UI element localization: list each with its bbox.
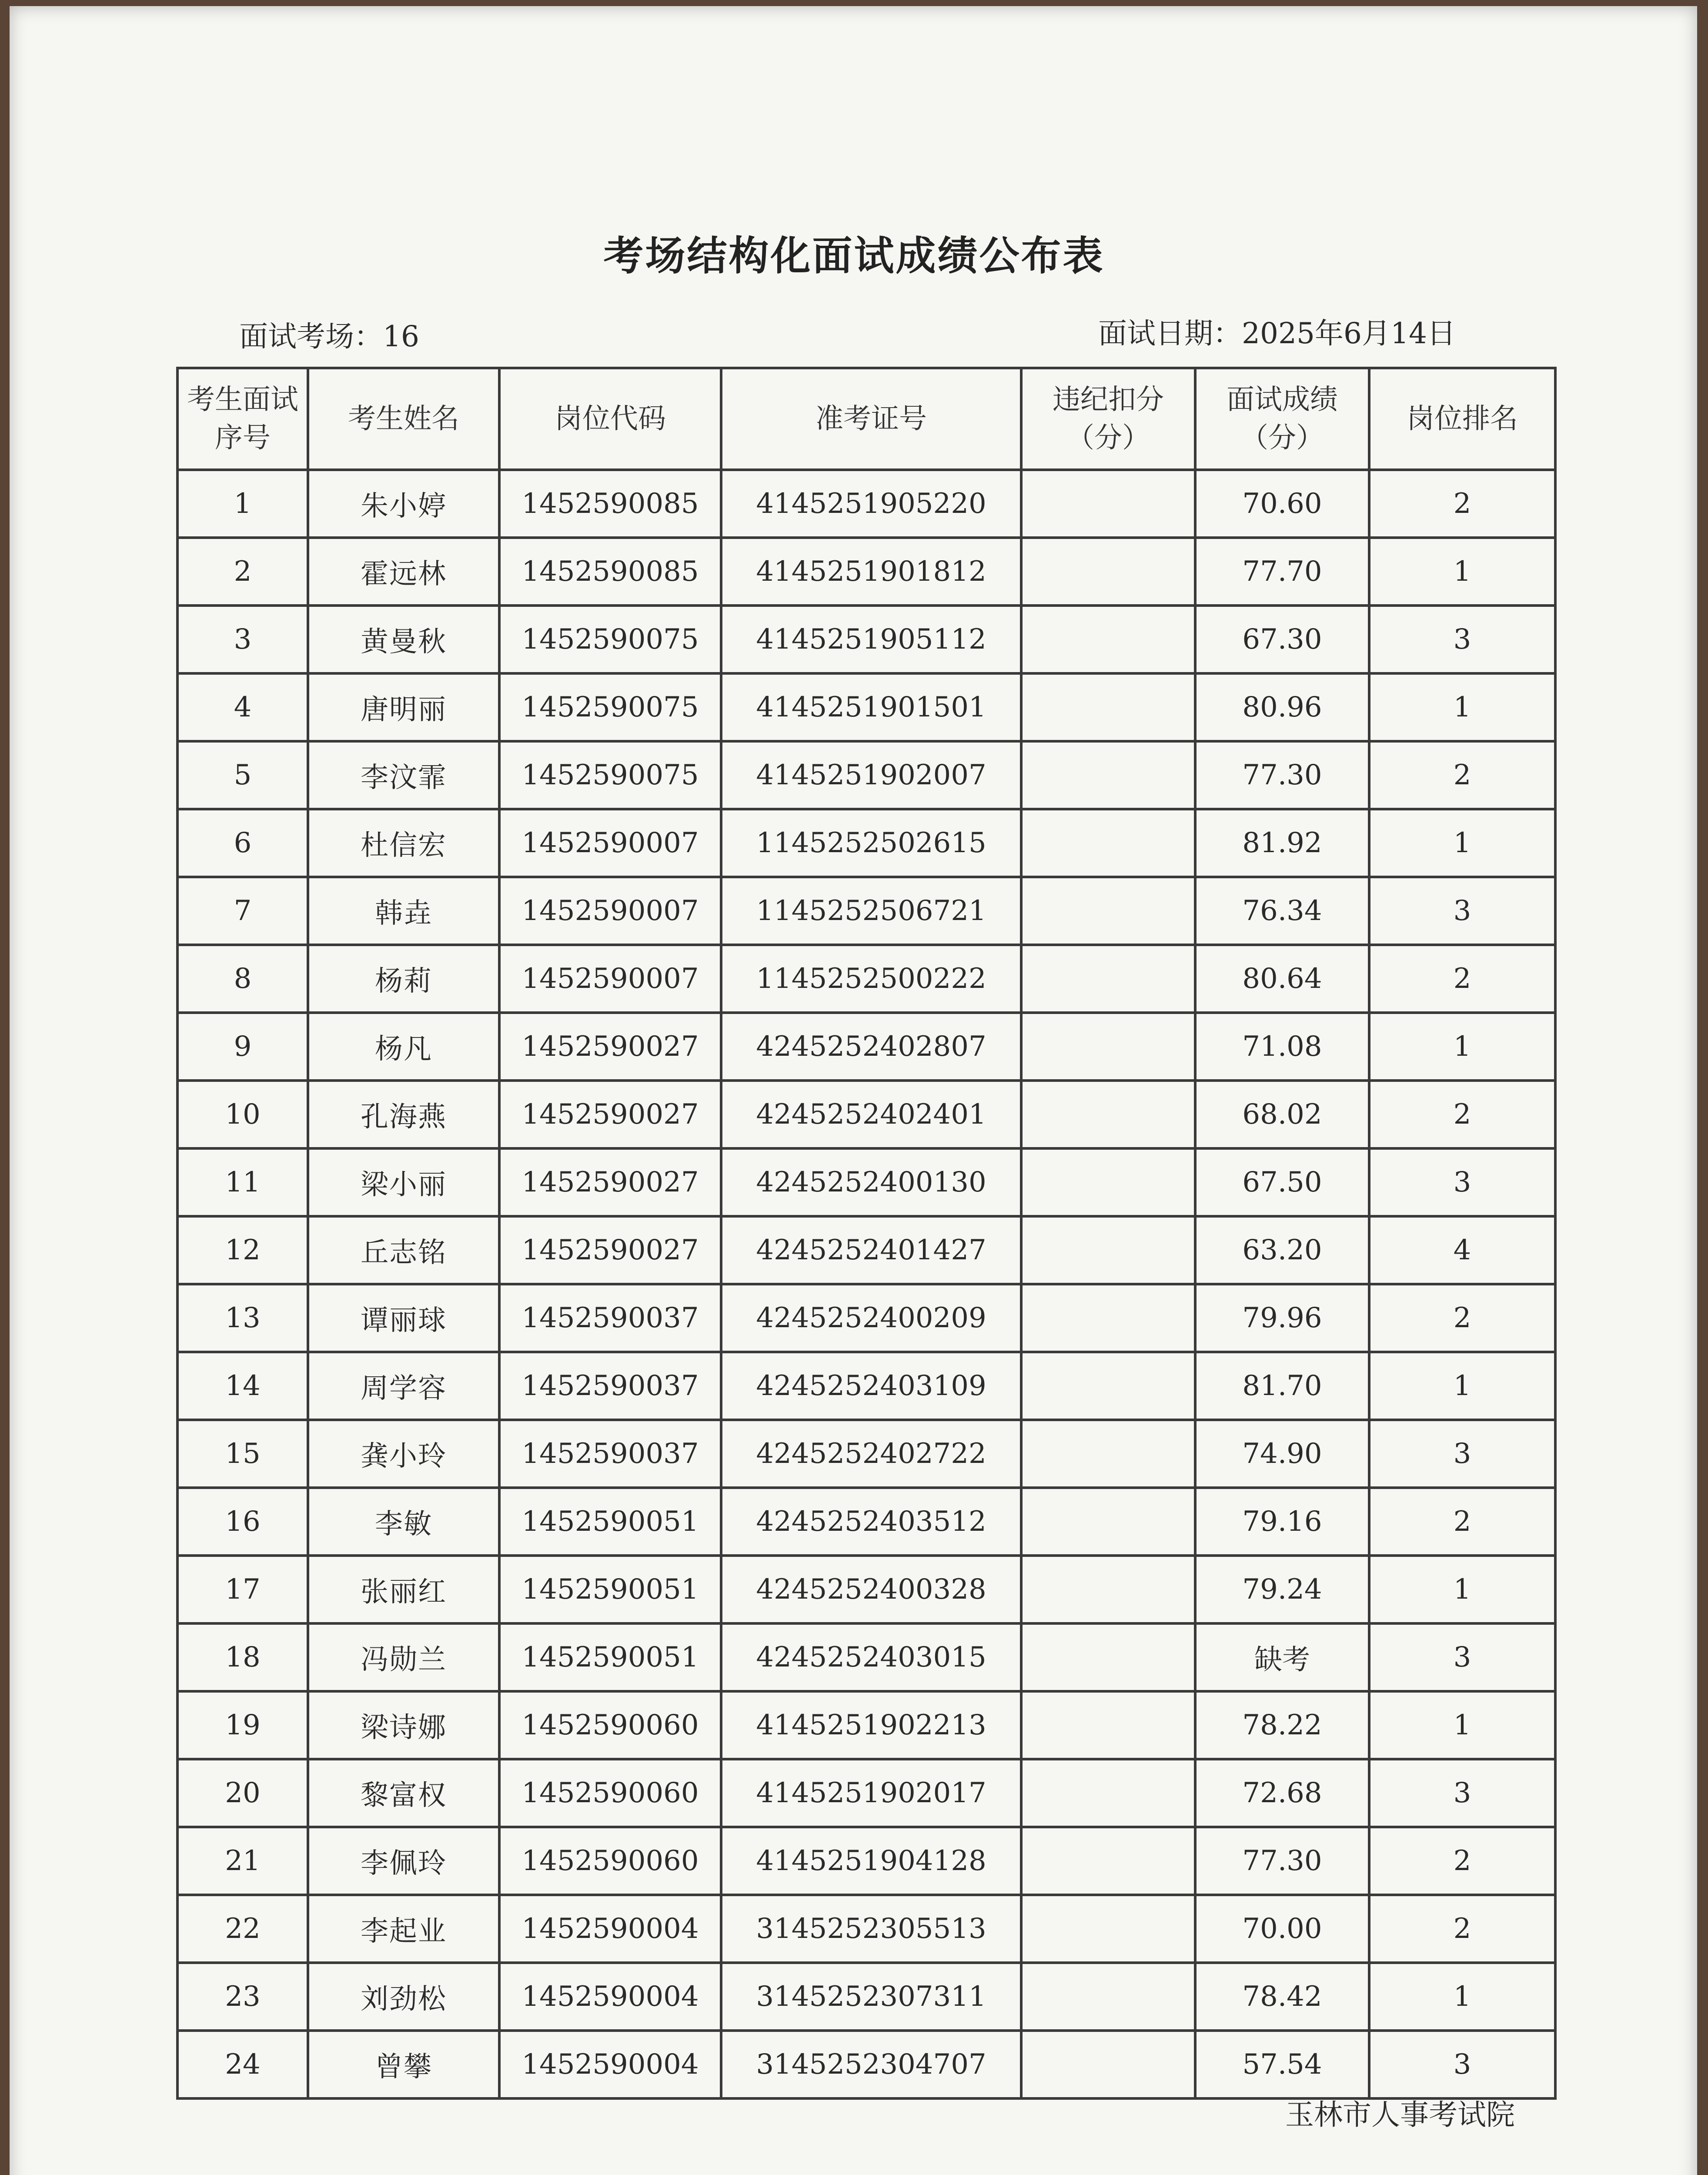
- cell-rank: 3: [1369, 1148, 1555, 1216]
- cell-score: 79.24: [1195, 1556, 1369, 1623]
- header-score: 面试成绩（分）: [1195, 368, 1369, 470]
- table-row: [177, 538, 1555, 606]
- cell-ticket: 4145251905112: [721, 606, 1021, 673]
- cell-deduction: [1021, 877, 1195, 945]
- cell-score: 70.60: [1195, 470, 1369, 538]
- cell-ticket: 4145251905220: [721, 470, 1021, 538]
- cell-post-code: 1452590027: [499, 1148, 721, 1216]
- cell-ticket: 4245252402722: [721, 1420, 1021, 1488]
- cell-ticket: 3145252304707: [721, 2031, 1021, 2098]
- cell-deduction: [1021, 1895, 1195, 1963]
- cell-score: 81.92: [1195, 809, 1369, 877]
- cell-seq: 20: [177, 1759, 308, 1827]
- header-deduction: 违纪扣分（分）: [1021, 368, 1195, 470]
- cell-deduction: [1021, 1352, 1195, 1420]
- table-row: [177, 1556, 1555, 1623]
- cell-deduction: [1021, 673, 1195, 741]
- exam-venue-value: 16: [383, 320, 419, 353]
- cell-post-code: 1452590037: [499, 1284, 721, 1352]
- cell-post-code: 1452590051: [499, 1556, 721, 1623]
- table-row: [177, 1216, 1555, 1284]
- cell-deduction: [1021, 1963, 1195, 2031]
- cell-score: 78.22: [1195, 1691, 1369, 1759]
- cell-deduction: [1021, 1148, 1195, 1216]
- cell-name: 唐明丽: [308, 673, 499, 741]
- cell-rank: 1: [1369, 538, 1555, 606]
- table-row: [177, 741, 1555, 809]
- cell-post-code: 1452590060: [499, 1691, 721, 1759]
- cell-score: 72.68: [1195, 1759, 1369, 1827]
- cell-rank: 2: [1369, 1284, 1555, 1352]
- cell-ticket: 4245252400130: [721, 1148, 1021, 1216]
- cell-name: 梁诗娜: [308, 1691, 499, 1759]
- cell-score: 81.70: [1195, 1352, 1369, 1420]
- cell-deduction: [1021, 1623, 1195, 1691]
- table-row: [177, 1691, 1555, 1759]
- cell-rank: 1: [1369, 673, 1555, 741]
- cell-ticket: 4145251902213: [721, 1691, 1021, 1759]
- cell-deduction: [1021, 1420, 1195, 1488]
- table-row: [177, 2031, 1555, 2098]
- cell-ticket: 4145251904128: [721, 1827, 1021, 1895]
- cell-score: 63.20: [1195, 1216, 1369, 1284]
- cell-name: 韩垚: [308, 877, 499, 945]
- cell-name: 周学容: [308, 1352, 499, 1420]
- cell-seq: 5: [177, 741, 308, 809]
- cell-ticket: 4245252400328: [721, 1556, 1021, 1623]
- cell-score: 74.90: [1195, 1420, 1369, 1488]
- cell-post-code: 1452590027: [499, 1081, 721, 1148]
- cell-score: 67.30: [1195, 606, 1369, 673]
- cell-post-code: 1452590007: [499, 809, 721, 877]
- cell-rank: 4: [1369, 1216, 1555, 1284]
- table-row: [177, 1488, 1555, 1556]
- cell-name: 杜信宏: [308, 809, 499, 877]
- cell-name: 谭丽球: [308, 1284, 499, 1352]
- cell-name: 李敏: [308, 1488, 499, 1556]
- table-row: [177, 1420, 1555, 1488]
- cell-seq: 9: [177, 1013, 308, 1081]
- document-title: 考场结构化面试成绩公布表: [603, 232, 1105, 279]
- cell-rank: 3: [1369, 1759, 1555, 1827]
- cell-score: 79.16: [1195, 1488, 1369, 1556]
- cell-deduction: [1021, 1759, 1195, 1827]
- cell-ticket: 1145252506721: [721, 877, 1021, 945]
- cell-ticket: 4145251901501: [721, 673, 1021, 741]
- cell-rank: 2: [1369, 741, 1555, 809]
- cell-post-code: 1452590027: [499, 1013, 721, 1081]
- table-row: [177, 1284, 1555, 1352]
- cell-name: 孔海燕: [308, 1081, 499, 1148]
- cell-post-code: 1452590075: [499, 673, 721, 741]
- cell-seq: 10: [177, 1081, 308, 1148]
- cell-post-code: 1452590007: [499, 877, 721, 945]
- table-row: [177, 1081, 1555, 1148]
- cell-post-code: 1452590075: [499, 741, 721, 809]
- cell-score: 67.50: [1195, 1148, 1369, 1216]
- cell-name: 李汶霏: [308, 741, 499, 809]
- table-row: [177, 1895, 1555, 1963]
- cell-score: 80.96: [1195, 673, 1369, 741]
- cell-seq: 17: [177, 1556, 308, 1623]
- cell-deduction: [1021, 945, 1195, 1013]
- table-row: [177, 877, 1555, 945]
- table-row: [177, 1759, 1555, 1827]
- cell-deduction: [1021, 606, 1195, 673]
- cell-seq: 18: [177, 1623, 308, 1691]
- interview-date-value: 2025年6月14日: [1242, 317, 1456, 350]
- cell-rank: 3: [1369, 606, 1555, 673]
- cell-seq: 11: [177, 1148, 308, 1216]
- cell-post-code: 1452590085: [499, 538, 721, 606]
- cell-score: 77.30: [1195, 741, 1369, 809]
- cell-name: 张丽红: [308, 1556, 499, 1623]
- cell-deduction: [1021, 2031, 1195, 2098]
- cell-rank: 3: [1369, 1420, 1555, 1488]
- cell-post-code: 1452590027: [499, 1216, 721, 1284]
- cell-rank: 1: [1369, 1691, 1555, 1759]
- cell-post-code: 1452590060: [499, 1827, 721, 1895]
- cell-rank: 2: [1369, 1081, 1555, 1148]
- table-row: [177, 1148, 1555, 1216]
- cell-deduction: [1021, 741, 1195, 809]
- cell-ticket: 4245252402401: [721, 1081, 1021, 1148]
- cell-name: 杨凡: [308, 1013, 499, 1081]
- cell-post-code: 1452590085: [499, 470, 721, 538]
- cell-seq: 13: [177, 1284, 308, 1352]
- score-table: [176, 367, 1557, 2100]
- cell-deduction: [1021, 809, 1195, 877]
- header-seq: 考生面试序号: [177, 368, 308, 470]
- cell-ticket: 4245252403015: [721, 1623, 1021, 1691]
- header-post-code: 岗位代码: [499, 368, 721, 470]
- header-name: 考生姓名: [308, 368, 499, 470]
- cell-rank: 2: [1369, 1488, 1555, 1556]
- cell-ticket: 4245252403512: [721, 1488, 1021, 1556]
- table-row: [177, 1013, 1555, 1081]
- cell-name: 冯勋兰: [308, 1623, 499, 1691]
- cell-ticket: 4145251902017: [721, 1759, 1021, 1827]
- cell-rank: 1: [1369, 1013, 1555, 1081]
- cell-ticket: 1145252502615: [721, 809, 1021, 877]
- cell-name: 李起业: [308, 1895, 499, 1963]
- cell-seq: 14: [177, 1352, 308, 1420]
- cell-score: 76.34: [1195, 877, 1369, 945]
- cell-rank: 3: [1369, 877, 1555, 945]
- cell-ticket: 4145251901812: [721, 538, 1021, 606]
- cell-rank: 2: [1369, 945, 1555, 1013]
- cell-name: 丘志铭: [308, 1216, 499, 1284]
- issuer-footer: 玉林市人事考试院: [1285, 2098, 1515, 2132]
- table-row: [177, 673, 1555, 741]
- cell-post-code: 1452590037: [499, 1352, 721, 1420]
- cell-score: 78.42: [1195, 1963, 1369, 2031]
- cell-score: 68.02: [1195, 1081, 1369, 1148]
- cell-seq: 3: [177, 606, 308, 673]
- cell-seq: 4: [177, 673, 308, 741]
- cell-post-code: 1452590004: [499, 1895, 721, 1963]
- cell-seq: 2: [177, 538, 308, 606]
- cell-score: 79.96: [1195, 1284, 1369, 1352]
- cell-deduction: [1021, 1216, 1195, 1284]
- table-row: [177, 1623, 1555, 1691]
- cell-score: 80.64: [1195, 945, 1369, 1013]
- cell-ticket: 3145252307311: [721, 1963, 1021, 2031]
- cell-seq: 21: [177, 1827, 308, 1895]
- cell-rank: 2: [1369, 1895, 1555, 1963]
- cell-deduction: [1021, 1013, 1195, 1081]
- cell-name: 龚小玲: [308, 1420, 499, 1488]
- cell-deduction: [1021, 470, 1195, 538]
- cell-seq: 7: [177, 877, 308, 945]
- cell-rank: 2: [1369, 1827, 1555, 1895]
- cell-rank: 1: [1369, 1352, 1555, 1420]
- cell-ticket: 1145252500222: [721, 945, 1021, 1013]
- exam-venue: [239, 313, 419, 355]
- cell-ticket: 4245252401427: [721, 1216, 1021, 1284]
- cell-seq: 6: [177, 809, 308, 877]
- cell-seq: 8: [177, 945, 308, 1013]
- cell-ticket: 4245252400209: [721, 1284, 1021, 1352]
- table-row: [177, 809, 1555, 877]
- table-row: [177, 945, 1555, 1013]
- cell-post-code: 1452590004: [499, 1963, 721, 2031]
- table-row: [177, 606, 1555, 673]
- cell-ticket: 3145252305513: [721, 1895, 1021, 1963]
- cell-rank: 3: [1369, 2031, 1555, 2098]
- table-row: [177, 470, 1555, 538]
- cell-seq: 23: [177, 1963, 308, 2031]
- table-row: [177, 1827, 1555, 1895]
- table-row: [177, 1352, 1555, 1420]
- cell-post-code: 1452590060: [499, 1759, 721, 1827]
- cell-deduction: [1021, 1488, 1195, 1556]
- table-row: [177, 1963, 1555, 2031]
- cell-deduction: [1021, 1827, 1195, 1895]
- cell-name: 霍远林: [308, 538, 499, 606]
- cell-name: 黎富权: [308, 1759, 499, 1827]
- cell-name: 刘劲松: [308, 1963, 499, 2031]
- cell-post-code: 1452590037: [499, 1420, 721, 1488]
- interview-date-label: 面试日期：: [1098, 317, 1242, 350]
- cell-deduction: [1021, 1556, 1195, 1623]
- cell-deduction: [1021, 1284, 1195, 1352]
- cell-score: 缺考: [1195, 1623, 1369, 1691]
- cell-rank: 1: [1369, 1556, 1555, 1623]
- cell-score: 71.08: [1195, 1013, 1369, 1081]
- cell-seq: 24: [177, 2031, 308, 2098]
- table-header-row: [177, 368, 1555, 470]
- header-ticket: 准考证号: [721, 368, 1021, 470]
- cell-seq: 22: [177, 1895, 308, 1963]
- exam-venue-label: 面试考场：: [239, 320, 383, 353]
- cell-post-code: 1452590051: [499, 1623, 721, 1691]
- cell-name: 李佩玲: [308, 1827, 499, 1895]
- cell-ticket: 4245252402807: [721, 1013, 1021, 1081]
- cell-deduction: [1021, 1691, 1195, 1759]
- cell-name: 杨莉: [308, 945, 499, 1013]
- header-rank: 岗位排名: [1369, 368, 1555, 470]
- cell-score: 77.70: [1195, 538, 1369, 606]
- cell-score: 70.00: [1195, 1895, 1369, 1963]
- cell-seq: 15: [177, 1420, 308, 1488]
- cell-seq: 19: [177, 1691, 308, 1759]
- cell-score: 57.54: [1195, 2031, 1369, 2098]
- cell-seq: 16: [177, 1488, 308, 1556]
- cell-name: 黄曼秋: [308, 606, 499, 673]
- cell-score: 77.30: [1195, 1827, 1369, 1895]
- cell-deduction: [1021, 1081, 1195, 1148]
- cell-deduction: [1021, 538, 1195, 606]
- cell-rank: 3: [1369, 1623, 1555, 1691]
- cell-name: 曾攀: [308, 2031, 499, 2098]
- interview-date: [1098, 310, 1456, 351]
- cell-rank: 1: [1369, 809, 1555, 877]
- cell-post-code: 1452590004: [499, 2031, 721, 2098]
- cell-post-code: 1452590051: [499, 1488, 721, 1556]
- cell-post-code: 1452590007: [499, 945, 721, 1013]
- cell-seq: 1: [177, 470, 308, 538]
- cell-name: 梁小丽: [308, 1148, 499, 1216]
- cell-rank: 2: [1369, 470, 1555, 538]
- cell-post-code: 1452590075: [499, 606, 721, 673]
- cell-ticket: 4245252403109: [721, 1352, 1021, 1420]
- cell-rank: 1: [1369, 1963, 1555, 2031]
- cell-ticket: 4145251902007: [721, 741, 1021, 809]
- cell-seq: 12: [177, 1216, 308, 1284]
- cell-name: 朱小婷: [308, 470, 499, 538]
